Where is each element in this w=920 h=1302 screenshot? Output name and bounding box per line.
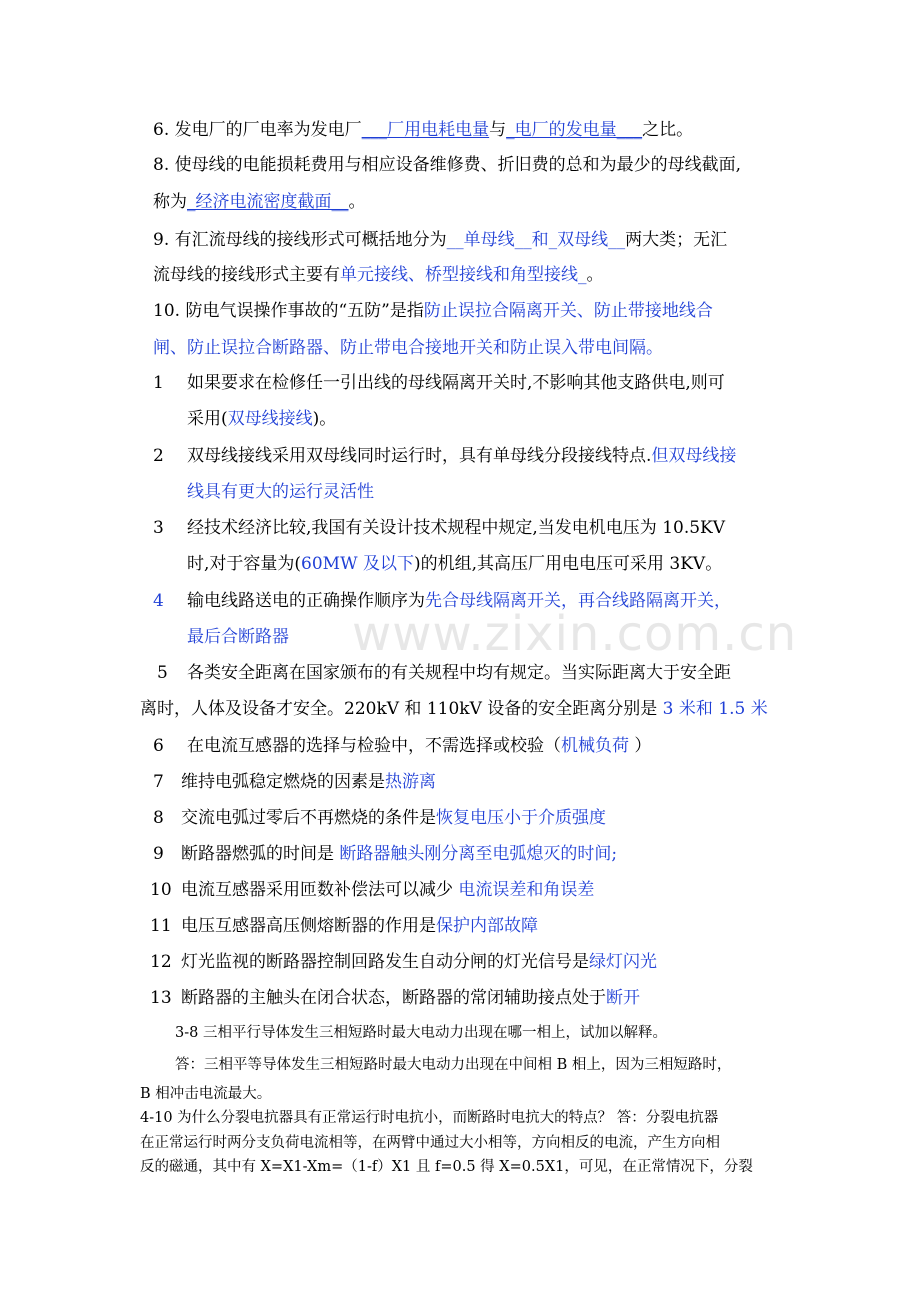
- watermark: www.zixin.com.cn: [352, 606, 798, 662]
- item-number: 5: [157, 663, 168, 683]
- item-7: [153, 771, 164, 793]
- item-3-cont: 时,对于容量为(60MW 及以下)的机组,其高压厂用电电压可采用 3KV。: [187, 554, 723, 574]
- answer: _经济电流密度截面__: [187, 192, 349, 212]
- answer: 断开: [606, 988, 640, 1008]
- item-4-cont: [187, 626, 289, 648]
- question-4-10: 4-10 为什么分裂电抗器具有正常运行时电抗小，而断路时电抗大的特点？ 答：分裂电抗器: [140, 1110, 719, 1126]
- answer: 但双母线接: [651, 446, 737, 466]
- item-7-text: 维持电弧稳定燃烧的因素是热游离: [181, 772, 436, 792]
- item-10-text: 电流互感器采用匝数补偿法可以减少 电流误差和角误差: [181, 880, 595, 900]
- answer: 闸、防止误拉合断路器、防止带电合接地开关和防止误入带电间隔。: [153, 338, 663, 358]
- item-number: 7: [153, 772, 164, 792]
- item-9: [153, 843, 164, 865]
- item-5-text: 各类安全距离在国家颁布的有关规程中均有规定。当实际距离大于安全距: [187, 663, 731, 683]
- item-number: 11: [150, 916, 172, 936]
- answer: _电厂的发电量___: [506, 120, 643, 140]
- answer: 保护内部故障: [436, 916, 538, 936]
- item-number: 6: [153, 736, 164, 756]
- item-13-text: 断路器的主触头在闭合状态，断路器的常闭辅助接点处于断开: [181, 988, 640, 1008]
- item-3-text: 经技术经济比较,我国有关设计技术规程中规定,当发电机电压为 10.5KV: [187, 518, 726, 538]
- question-9: 9. 有汇流母线的接线形式可概括地分为__单母线__和_双母线__两大类；无汇: [153, 230, 728, 250]
- item-4-text: 输电线路送电的正确操作顺序为先合母线隔离开关，再合线路隔离开关，: [187, 591, 731, 611]
- answer: 电流误差和角误差: [458, 880, 595, 900]
- item-number: 1: [153, 373, 164, 393]
- question-6: 6. 发电厂的厂电率为发电厂___厂用电耗电量与_电厂的发电量___之比。: [153, 120, 694, 140]
- answer: 热游离: [385, 772, 436, 792]
- item-1-cont: 采用(双母线接线)。: [187, 409, 337, 429]
- answer-4-10-cont: 反的磁通，其中有 X=X1-Xm=（1-f）X1 且 f=0.5 得 X=0.5X1，可见，在正常情况下，分裂: [140, 1159, 753, 1175]
- answer-3-8-cont: B 相冲击电流最大。: [140, 1086, 272, 1102]
- answer: 单元接线、桥型接线和角型接线_: [340, 265, 587, 285]
- item-5: [157, 662, 168, 684]
- answer: 最后合断路器: [187, 627, 289, 647]
- item-1: [153, 372, 164, 394]
- item-number: 10: [150, 880, 172, 900]
- question-8: 8. 使母线的电能损耗费用与相应设备维修费、折旧费的总和为最少的母线截面,: [153, 155, 742, 175]
- answer-4-10: 在正常运行时两分支负荷电流相等，在两臂中通过大小相等，方向相反的电流，产生方向相: [140, 1135, 720, 1151]
- answer: 恢复电压小于介质强度: [436, 808, 606, 828]
- answer: 线具有更大的运行灵活性: [187, 482, 374, 502]
- answer: 60MW 及以下: [301, 554, 414, 574]
- item-11: [150, 915, 172, 937]
- item-number: 12: [150, 952, 172, 972]
- item-13: [150, 987, 172, 1009]
- item-8: [153, 807, 164, 829]
- answer: 双母线接线: [227, 409, 313, 429]
- answer: 机械负荷: [561, 736, 629, 756]
- item-number: 9: [153, 844, 164, 864]
- item-number: 3: [153, 518, 164, 538]
- item-4: [153, 590, 164, 612]
- answer: 断路器触头刚分离至电弧熄灭的时间;: [339, 844, 618, 864]
- item-9-text: 断路器燃弧的时间是 断路器触头刚分离至电弧熄灭的时间;: [181, 844, 618, 864]
- item-8-text: 交流电弧过零后不再燃烧的条件是恢复电压小于介质强度: [181, 808, 606, 828]
- answer: 先合母线隔离开关，再合线路隔离开关，: [425, 591, 731, 611]
- question-3-8: 3-8 三相平行导体发生三相短路时最大电动力出现在哪一相上，试加以解释。: [175, 1025, 667, 1041]
- item-6: [153, 735, 164, 757]
- item-2: [153, 445, 164, 467]
- item-6-text: 在电流互感器的选择与检验中，不需选择或校验（机械负荷 ）: [187, 736, 652, 756]
- item-11-text: 电压互感器高压侧熔断器的作用是保护内部故障: [181, 916, 538, 936]
- question-9-cont: 流母线的接线形式主要有单元接线、桥型接线和角型接线_。: [153, 265, 604, 285]
- answer: 绿灯闪光: [589, 952, 657, 972]
- item-number: 4: [153, 591, 164, 611]
- item-number: 8: [153, 808, 164, 828]
- question-10: 10. 防电气误操作事故的“五防”是指防止误拉合隔离开关、防止带接地线合: [153, 301, 713, 321]
- item-10: [150, 879, 172, 901]
- answer-3-8: 答：三相平等导体发生三相短路时最大电动力出现在中间相 B 相上，因为三相短路时，: [175, 1057, 732, 1073]
- answer: __单母线__和_双母线__: [446, 230, 626, 250]
- answer: 3 米和 1.5 米: [662, 699, 768, 719]
- item-12: [150, 951, 172, 973]
- item-5-cont: 离时，人体及设备才安全。220kV 和 110kV 设备的安全距离分别是 3 米和 1.5 米: [140, 699, 768, 719]
- answer: 防止误拉合隔离开关、防止带接地线合: [423, 301, 713, 321]
- answer: ___厂用电耗电量: [361, 120, 490, 140]
- item-3: [153, 517, 164, 539]
- item-number: 13: [150, 988, 172, 1008]
- question-10-cont: [153, 337, 663, 359]
- item-2-cont: [187, 481, 374, 503]
- item-1-text: 如果要求在检修任一引出线的母线隔离开关时,不影响其他支路供电,则可: [187, 373, 725, 393]
- question-8-cont: 称为_经济电流密度截面__。: [153, 192, 366, 212]
- item-2-text: 双母线接线采用双母线同时运行时，具有单母线分段接线特点.但双母线接: [187, 446, 737, 466]
- item-12-text: 灯光监视的断路器控制回路发生自动分闸的灯光信号是绿灯闪光: [181, 952, 657, 972]
- item-number: 2: [153, 446, 164, 466]
